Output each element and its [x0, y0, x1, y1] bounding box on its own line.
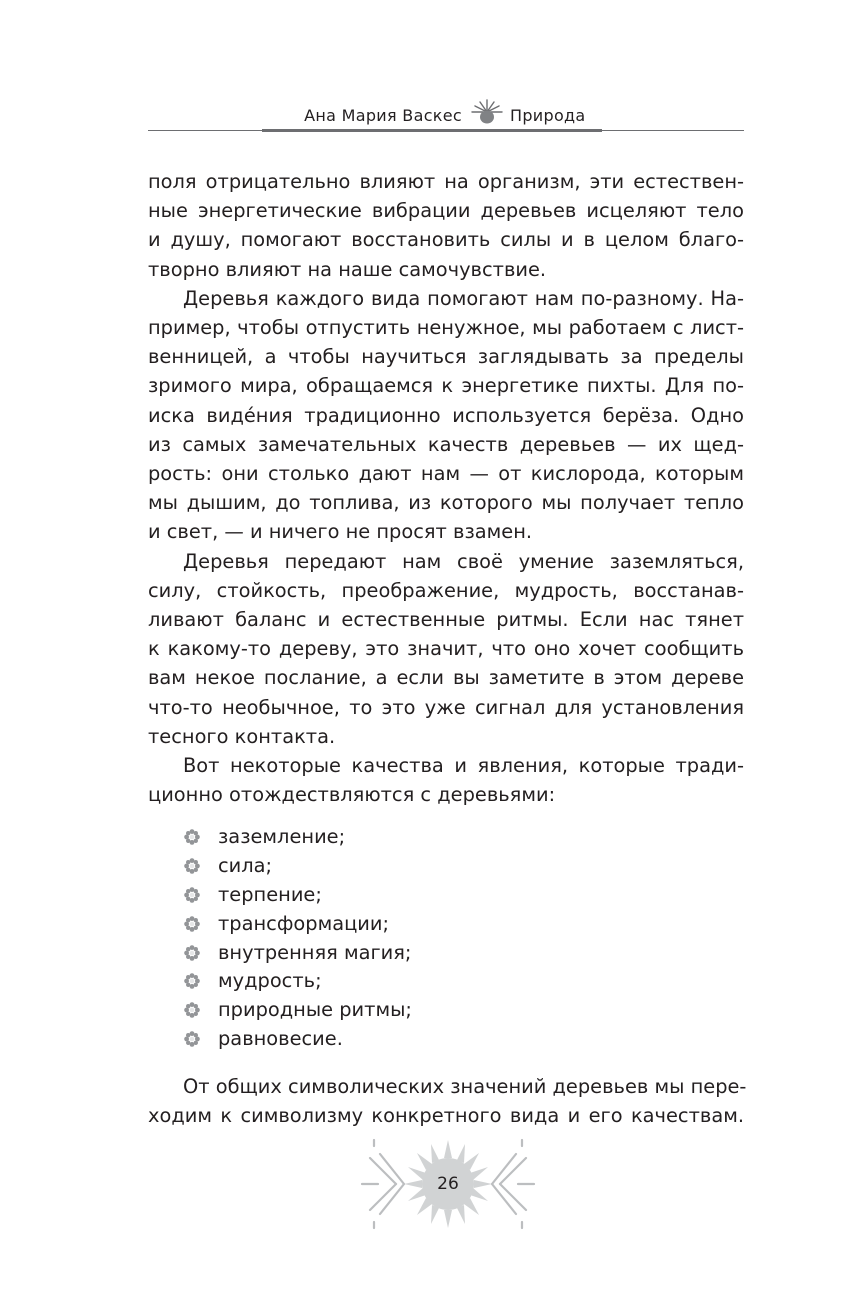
- list-item: [148, 1025, 744, 1054]
- page-number: 26: [437, 1174, 459, 1194]
- flower-bullet-icon: [184, 973, 200, 989]
- text-line: венницей, а чтобы научиться заглядывать за пределы: [148, 345, 744, 369]
- text-line: силу, стойкость, преображение, мудрость, восстанав-: [148, 578, 744, 602]
- header-author: Ана Мария Васкес: [304, 106, 462, 125]
- paragraph-2: [148, 284, 744, 547]
- text-line: вам некое послание, а если вы заметите в этом дереве: [148, 666, 744, 690]
- text-line: мы дышим, до топлива, из которого мы получает тепло: [148, 491, 744, 515]
- paragraph-5: [148, 1072, 747, 1130]
- list-item-text: заземление;: [218, 825, 346, 849]
- text-line: поля отрицательно влияют на организм, эти естествен-: [148, 170, 744, 193]
- list-item: [148, 967, 744, 996]
- flower-bullet-icon: [184, 1031, 200, 1047]
- text-line: ционно отождествляются с деревьями:: [148, 783, 556, 807]
- list-item-text: равновесие.: [218, 1027, 343, 1051]
- list-item-text: природные ритмы;: [218, 998, 412, 1022]
- text-line: зримого мира, обращаемся к энергетике пихты. Для по-: [148, 374, 744, 398]
- page-folio: [360, 1136, 536, 1232]
- text-line: и свет, — и ничего не просят взамен.: [148, 520, 533, 544]
- text-line: из самых замечательных качеств деревьев — их щед-: [148, 432, 744, 456]
- list-item: [148, 881, 744, 910]
- text-line: к какому-то дереву, это значит, что оно хочет сообщить: [148, 637, 744, 661]
- list-item: [148, 939, 744, 968]
- list-item: [148, 823, 744, 852]
- text-line: ливают баланс и естественные ритмы. Если нас тянет: [148, 608, 744, 632]
- text-line: тесного контакта.: [148, 724, 336, 748]
- text-line: ные энергетические вибрации деревьев исцеляют тело: [148, 199, 744, 223]
- flower-bullet-icon: [184, 916, 200, 932]
- list-item-text: сила;: [218, 854, 273, 878]
- text-line: и душу, помогают восстановить силы и в целом благо-: [148, 228, 744, 252]
- header-section: Природа: [510, 106, 586, 125]
- flower-bullet-icon: [184, 887, 200, 903]
- flower-bullet-icon: [184, 1002, 200, 1018]
- text-line: иска виде́ния традиционно используется берёза. Одно: [148, 403, 744, 427]
- text-line: что-то необычное, то это уже сигнал для установления: [148, 695, 744, 719]
- flower-bullet-icon: [184, 945, 200, 961]
- page-body: [148, 167, 747, 1130]
- list-item: [148, 996, 744, 1025]
- text-line: пример, чтобы отпустить ненужное, мы работаем с лист-: [148, 316, 744, 340]
- text-line: рость: они столько дают нам — от кислорода, которым: [148, 462, 744, 486]
- list-item-text: мудрость;: [218, 969, 322, 993]
- qualities-list: [148, 823, 744, 1053]
- text-line: Вот некоторые качества и явления, которые тради-: [183, 754, 744, 778]
- running-header: [0, 98, 856, 132]
- text-line: ходим к символизму конкретного вида и его качествам.: [148, 1104, 744, 1128]
- paragraph-4: [148, 751, 744, 809]
- header-rule-accent: [262, 129, 602, 132]
- list-item: [148, 910, 744, 939]
- list-item-text: терпение;: [218, 883, 322, 907]
- text-line: От общих символических значений деревьев мы пере-: [183, 1074, 747, 1098]
- sun-emblem-icon: [466, 98, 508, 132]
- list-item: [148, 852, 744, 881]
- paragraph-1: [148, 167, 744, 284]
- flower-bullet-icon: [184, 858, 200, 874]
- list-item-text: внутренняя магия;: [218, 940, 412, 964]
- flower-bullet-icon: [184, 829, 200, 845]
- text-line: Деревья передают нам своё умение заземляться,: [183, 549, 744, 573]
- paragraph-3: [148, 547, 744, 751]
- text-line: творно влияют на наше самочувствие.: [148, 257, 547, 281]
- text-line: Деревья каждого вида помогают нам по-разному. На-: [183, 286, 744, 310]
- list-item-text: трансформации;: [218, 911, 390, 935]
